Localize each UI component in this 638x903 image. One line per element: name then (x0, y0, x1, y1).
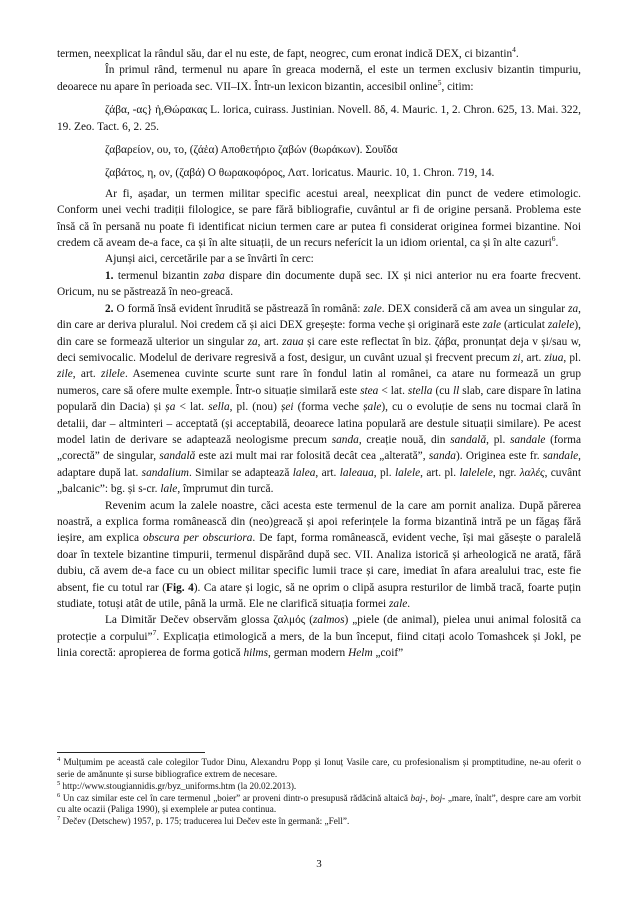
footnote-ref-6[interactable]: 6 (551, 234, 556, 244)
paragraph-0: termen, neexplicat la rândul său, dar el nu este, de fapt, neogrec, cum eronat indică DEX, ci bizantin$^4$. (57, 45, 519, 60)
main-text (57, 46, 581, 662)
paragraph-point-1: 1. termenul bizantin zaba dispare din documente după sec. IX și nici anterior nu era foarte frecvent. Oricum, nu se păstrează în neo-greacă. (57, 269, 581, 299)
paragraph-3: Ajunși aici, cercetările par a se învârti în cerc: (105, 253, 314, 266)
footnote-separator (57, 752, 205, 753)
paragraph-point-2: 2. O formă însă evident înrudită se păstrează în română: zale. DEX consideră că am avea un singular za, din care ar deriva pluralul. Noi credem că și aici DEX greșește: forma veche și originară este zale (articulat zalele), din care se formează ulterior un singular za, art. zaua și care este reflectat în biz. ζάβα, pronunțat deja v și/sau w, deci semivocalic. Modelul de derivare regresivă a fost, desigur, un cuvânt uzual și frecvent precum zi, art. ziua, pl. zile, art. zilele. Asemenea cuvinte scurte sunt rare în fondul latin al românei, ca atare nu formează un grup numeros, care să ofere multe exemple. Într-o situație similară este stea < lat. stella (cu ll slab, care dispare în latina populară din Dacia) și șa < lat. sella, pl. (nou) șei (forma veche șale), cu o evoluție de sens nu tocmai clară în detalii, dar – altminteri – acceptată (și acceptabilă, deoarece latina populară are destule situații similare). Pe acest model latin de derivare se adaptează neologisme precum sanda, creație nouă, din sandală, pl. sandale (forma „corectă” de singular, sandală este azi mult mai rar folosită decât cea „alterată”, sanda). Originea este fr. sandale, adaptare după lat. sandalium. Similar se adaptează lalea, art. laleaua, pl. lalele, art. pl. lalelele, ngr. λαλές, cuvânt „balcanic”: bg. și s-cr. lale, împrumut din turcă. (57, 302, 582, 496)
footnote-5-link[interactable]: http://www.stougiannidis.gr/byz_uniforms.htm (la 20.02.2013). (62, 780, 297, 791)
footnote-6: $^6$ Un caz similar este cel în care termenul „boier” ar proveni dintr-o presupusă rădăcină altaică baj-, boj- „mare, înalt”, despre care am vorbit cu alte ocazii (Paliga 1990), și exemplele ar putea continua. (57, 791, 581, 815)
footnote-ref-4[interactable]: 4 (512, 45, 516, 54)
footnote-ref-7[interactable]: 7 (152, 627, 157, 637)
greek-entry-2: ζαβαρείον, ου, το, (ζάἑα) Αποθετήριο ζαβών (θωράκων). Σουΐδα (105, 144, 398, 157)
paragraph-2: Ar fi, așadar, un termen militar specific acestui areal, neexplicat din punct de vedere etimologic. Conform unei vechi tradiții filologice, se pare fără bibliografie, cuvântul ar fi de origine persană. Problema este însă că în persană nu poate fi identificat niciun termen care ar putea fi considerat originea formei bizantine. Noi credem că aveam de-a face, ca și în alte situații, de un recurs neferícit la un idiom oriental, ca și în alte cazuri$^6$. (57, 187, 581, 250)
footnote-ref-5[interactable]: 5 (437, 77, 442, 87)
figure-reference[interactable]: Fig. 4 (166, 581, 194, 594)
page-number: 3 (316, 858, 322, 870)
footnotes (57, 757, 581, 829)
footnote-5: $^5$ http://www.stougiannidis.gr/byz_uniforms.htm (la 20.02.2013). (57, 779, 297, 791)
paragraph-revenim: Revenim acum la zalele noastre, căci acesta este termenul de la care am pornit analiza. După părerea noastră, a explica forma românească din (neo)greacă și apoi referințele la forma bizantină intră pe un făgaș fără ieșire, am explica obscura per obscuriora. De fapt, forma românească, evident veche, își mai găsește o paralelă doar în textele bizantine timpurii, termenul dispărând după sec. VII. Analiza istorică și arheologică ne arată, fără dubiu, că avem de-a face cu un obiect militar specific lumii trace și care, imediat în afara arealului trac, este fie absent, fie cu totul rar (Fig. 4). Ca atare și logic, să ne oprim o clipă asupra resturilor de limbă tracă, foarte puțin studiate, totuși atât de utile, până la urmă. Ele ne clarifică situația formei zale. (57, 499, 581, 610)
paragraph-1: În primul rând, termenul nu apare în greaca modernă, el este un termen exclusiv bizantin timpuriu, deoarece nu apare în perioada sec. VII–IX. Într-un lexicon bizantin, accesibil online$^5$, citim: (57, 64, 581, 93)
paragraph-decev: La Dimităr Dečev observăm glossa ζαλμός (zalmos) „piele (de animal), pielea unui animal folosită ca protecție a corpului”$^7$. Explicația etimologică a mers, de la bun început, fiind citați acolo Tomashcek și Jokl, pe linia corectă: apropierea de forma gotică hilms, german modern Helm „coif” (57, 614, 581, 660)
footnote-7: $^7$ Dečev (Detschew) 1957, p. 175; traducerea lui Dečev este în germană: „Fell”. (57, 815, 350, 827)
greek-entry-1: ζάβα, -ας} ἡ,Θώρακας L. lorica, cuirass. Justinian. Novell. 8δ, 4. Mauric. 1, 2. Chron. 625, 13. Mai. 322, 19. Zeo. Tact. 6, 2. 25. (57, 104, 581, 133)
footnote-4: $^4$ Mulțumim pe această cale colegilor Tudor Dinu, Alexandru Popp și Ionuț Vasile care, cu profesionalism și promptitudine, ne-au oferit o serie de amănunte și surse bibliografice extrem de necesare. (57, 756, 581, 779)
greek-entry-3: ζαβάτος, η, ον, (ζαβά) Ο θωρακοφόρος, Λατ. loricatus. Mauric. 10, 1. Chron. 719, 14. (105, 167, 495, 180)
